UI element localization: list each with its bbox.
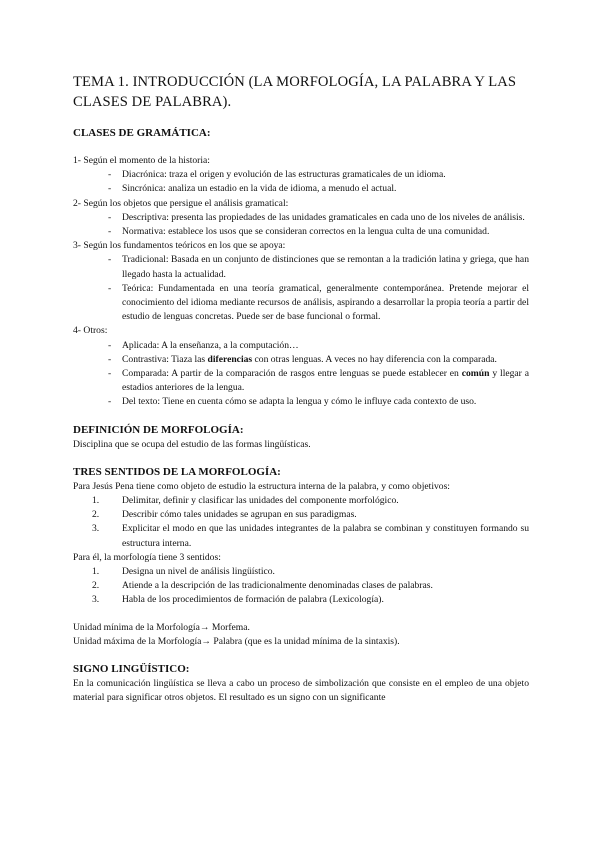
list-number: 2. — [92, 580, 100, 592]
clases-group-4-list — [73, 339, 529, 410]
contrastiva-text-c: con otras lenguas. A veces no hay diferencia con la comparada. — [252, 353, 497, 365]
list-item: - Diacrónica: traza el origen y evolución de las estructuras gramaticales de un idioma. — [108, 168, 529, 182]
clases-group-2-label: 2- Según los objetos que persigue el análisis gramatical: — [73, 197, 289, 209]
list-number: 3. — [92, 523, 100, 535]
comparada-bold: común — [461, 368, 490, 380]
comparada-text-a: Comparada: A partir de la comparación de rasgos entre lenguas se puede establecer en — [122, 368, 462, 380]
list-item — [108, 353, 529, 367]
list-item — [92, 593, 529, 607]
list-item: - Sincrónica: analiza un estadio en la vida de idioma, a menudo el actual. — [108, 182, 529, 196]
list-text: Atiende a la descripción de las tradicionalmente denominadas clases de palabras. — [122, 580, 433, 592]
objetivos-list — [73, 494, 529, 551]
unidad-maxima: Unidad máxima de la Morfología→ Palabra (que es la unidad mínima de la sintaxis). — [73, 635, 400, 647]
list-text: Designa un nivel de análisis lingüístico. — [122, 566, 275, 578]
list-item: - Aplicada: A la enseñanza, a la computación… — [108, 339, 529, 353]
list-item: - Descriptiva: presenta las propiedades de las unidades gramaticales en cada uno de los niveles de análisis. — [108, 211, 529, 225]
sentidos-heading: TRES SENTIDOS DE LA MORFOLOGÍA: — [73, 465, 281, 478]
document-title: TEMA 1. INTRODUCCIÓN (LA MORFOLOGÍA, LA PALABRA Y LAS CLASES DE PALABRA). — [73, 74, 517, 110]
list-text: Describir cómo tales unidades se agrupan en sus paradigmas. — [122, 509, 357, 521]
definicion-text: Disciplina que se ocupa del estudio de las formas lingüísticas. — [73, 438, 311, 450]
contrastiva-text-a: Contrastiva: Tiaza las — [122, 353, 208, 365]
list-item — [92, 565, 529, 579]
contrastiva-bold: diferencias — [207, 353, 253, 365]
list-number: 3. — [92, 594, 100, 606]
list-item — [108, 367, 529, 395]
list-text: Habla de los procedimientos de formación de palabra (Lexicología). — [122, 594, 384, 606]
clases-heading: CLASES DE GRAMÁTICA: — [73, 127, 211, 139]
clases-group-3-label: 3- Según los fundamentos teóricos en los que se apoya: — [73, 240, 286, 252]
list-number: 1. — [92, 566, 100, 578]
comparada-text-c: y llegar a estadios anteriores de la lengua. — [122, 368, 530, 394]
clases-group-2-list — [73, 211, 529, 239]
definicion-heading: DEFINICIÓN DE MORFOLOGÍA: — [73, 423, 244, 436]
list-item: - Tradicional: Basada en un conjunto de distinciones que se remontan a la tradición latina y griega, que han llegado hasta la actualidad. — [108, 253, 529, 281]
document-page — [73, 72, 529, 706]
sentidos-intro: Para Jesús Pena tiene como objeto de estudio la estructura interna de la palabra, y como objetivos: — [73, 480, 450, 492]
list-text: Explicitar el modo en que las unidades integrantes de la palabra se combinan y constituyen formando su estructura interna. — [122, 523, 529, 549]
unidad-minima: Unidad mínima de la Morfología→ Morfema. — [73, 621, 250, 633]
list-item — [92, 508, 529, 522]
clases-group-3-list — [73, 253, 529, 324]
list-text: Delimitar, definir y clasificar las unidades del componente morfológico. — [122, 495, 399, 507]
list-item: - Del texto: Tiene en cuenta cómo se adapta la lengua y cómo le influye cada contexto de uso. — [108, 395, 529, 409]
signo-text: En la comunicación lingüística se lleva a cabo un proceso de simbolización que consiste en el empleo de una objeto material para significar otros objetos. El resultado es un signo con un significante — [73, 678, 529, 704]
list-item: - Normativa: establece los usos que se consideran correctos en la lengua culta de una comunidad. — [108, 225, 529, 239]
clases-group-1-label: 1- Según el momento de la historia: — [73, 155, 210, 166]
list-item — [92, 579, 529, 593]
signo-heading: SIGNO LINGÜÍSTICO: — [73, 663, 190, 676]
clases-group-4-label: 4- Otros: — [73, 325, 108, 337]
list-number: 2. — [92, 509, 100, 521]
list-item — [92, 494, 529, 508]
list-number: 1. — [92, 495, 100, 507]
clases-group-1-list — [73, 168, 529, 196]
list-item — [92, 522, 529, 550]
list-item: - Teórica: Fundamentada en una teoría gramatical, generalmente contemporánea. Pretende mejorar el conocimiento del idioma mediante recursos de análisis, aspirando a desarrollar la propia teoría a partir del estudio de lenguas concretas. Puede ser de base funcional o formal. — [108, 282, 529, 325]
sentidos-list — [73, 565, 529, 608]
sentidos-intro-2: Para él, la morfología tiene 3 sentidos: — [73, 551, 221, 563]
